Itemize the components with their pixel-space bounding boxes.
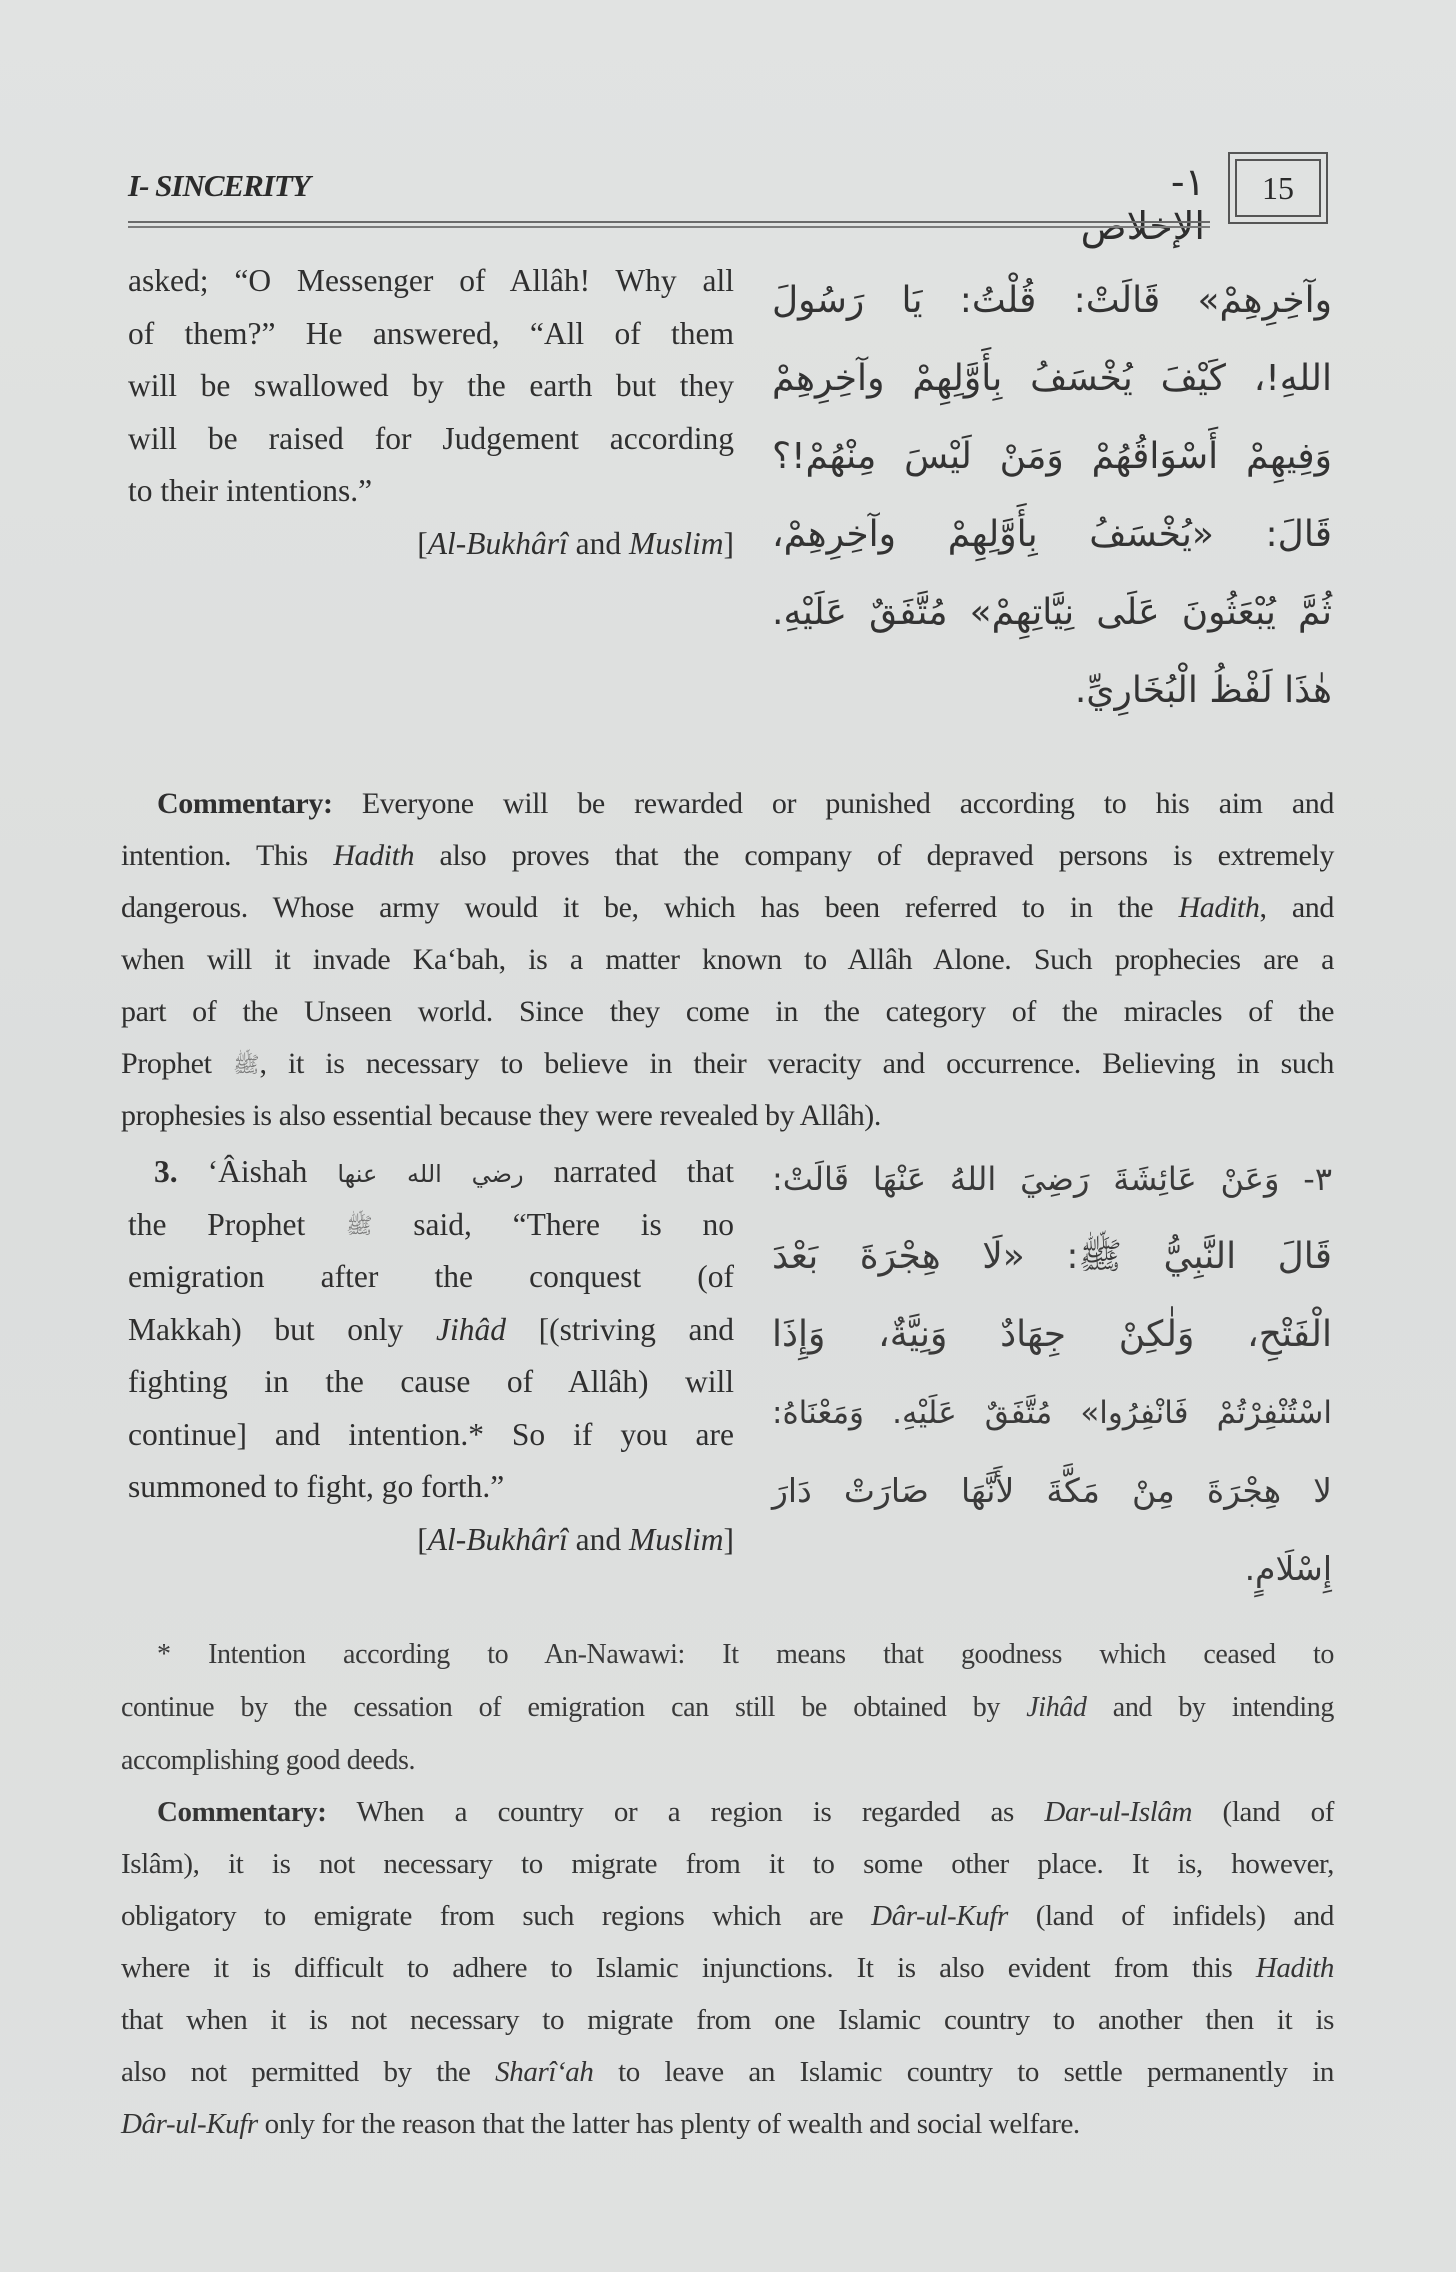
hadith-2-arabic: [772, 262, 1332, 730]
hadith-3-english-line: [128, 1199, 734, 1252]
hadith-3-english: [128, 1146, 734, 1566]
hadith-3-arabic-line: الْفَتْحِ، وَلٰكِنْ جِهَادٌ وَنِيَّةٌ، وَإِذَا: [772, 1314, 1332, 1355]
commentary-2: [121, 1786, 1334, 2150]
hadith-2-english-line: to their intentions.”: [128, 473, 373, 508]
hadith-2-arabic-line: ثُمَّ يُبْعَثُونَ عَلَى نِيَّاتِهِمْ» مُتَّفَقٌ عَلَيْهِ.: [772, 592, 1332, 633]
commentary-1-line: [121, 986, 1334, 1038]
hadith-2-arabic-line: وآخِرِهِمْ» قَالَتْ: قُلْتُ: يَا رَسُولَ: [772, 280, 1332, 321]
text-run: also proves that the company of depraved persons is extremely: [414, 839, 1334, 872]
text-run: and by intending: [1086, 1692, 1334, 1723]
hadith-3-english-line: [128, 1251, 734, 1304]
hadith-3-english-line: [128, 1356, 734, 1409]
hadith-2-arabic-line: هٰذَا لَفْظُ الْبُخَارِيِّ.: [1074, 670, 1332, 711]
text-run: Islâm), it is not necessary to migrate from it to some other place. It is, however,: [121, 1848, 1334, 1880]
text-run: only for the reason that the latter has plenty of wealth and social welfare.: [257, 2108, 1080, 2140]
hadith-3-arabic-line: إِسْلَامٍ.: [1244, 1549, 1332, 1588]
hadith-3-narrator-arabic: رضي الله عنها: [337, 1160, 524, 1188]
page-number-box: [1228, 152, 1328, 224]
citation-bracket-open: [: [417, 1521, 428, 1557]
commentary-2-line: [121, 1838, 1334, 1890]
hadith-2-english-line: will be swallowed by the earth but they: [128, 368, 734, 403]
text-run: said, “There is no: [372, 1206, 734, 1242]
italic-term: Hadith: [333, 839, 415, 872]
hadith-3-arabic-line: ٣- وَعَنْ عَائِشَةَ رَضِيَ اللهُ عَنْهَا قَالَتْ:: [772, 1160, 1332, 1198]
text-run: emigration after the conquest (of: [128, 1259, 734, 1294]
italic-term: Hadith: [1255, 1952, 1334, 1984]
text-run: dangerous. Whose army would it be, which has been referred to in the: [121, 891, 1179, 924]
commentary-1-line: [121, 934, 1334, 986]
hadith-3-arabic: [772, 1140, 1332, 1608]
hadith-3-english-line: [128, 1304, 734, 1357]
salutation-symbol-icon: ﷺ: [232, 1053, 260, 1079]
text-run: , it is necessary to believe in their veracity and occurrence. Believing in such: [259, 1047, 1334, 1080]
commentary-1-line: [121, 830, 1334, 882]
text-run: prophesies is also essential because they were revealed by Allâh).: [121, 1099, 881, 1132]
text-run: Prophet: [121, 1047, 233, 1080]
commentary-1-line: [121, 1038, 1334, 1090]
citation-source-bukhari: Al-Bukhârî: [427, 525, 568, 561]
italic-term: Dâr-ul-Kufr: [871, 1900, 1008, 1932]
text-run: when will it invade Ka‘bah, is a matter known to Allâh Alone. Such prophecies are a: [121, 943, 1334, 976]
chapter-title: I- SINCERITY: [128, 168, 310, 203]
page-number: 15: [1235, 159, 1321, 217]
footnote-line: [121, 1681, 1334, 1734]
text-run: also not permitted by the: [121, 2056, 496, 2088]
commentary-2-line: [121, 1786, 1334, 1838]
text-run: continue by the cessation of emigration can still be obtained by: [121, 1692, 1027, 1723]
hadith-3-narrator: ‘Âishah: [177, 1154, 338, 1189]
citation-joiner: and: [567, 525, 629, 561]
citation-bracket-close: ]: [723, 525, 734, 561]
hadith-3-line-0-rest: [524, 1154, 734, 1189]
commentary-2-line: [121, 2098, 1334, 2150]
text-run: (land of: [1192, 1796, 1334, 1828]
hadith-3-arabic-line: قَالَ النَّبِيُّ ﷺ: «لَا هِجْرَةَ بَعْدَ: [772, 1236, 1332, 1277]
hadith-2-english-line: of them?” He answered, “All of them: [128, 315, 734, 351]
citation-source-muslim: Muslim: [629, 525, 724, 561]
italic-term: Jihâd: [435, 1311, 506, 1347]
commentary-2-line: [121, 1890, 1334, 1942]
hadith-3-english-lines: [128, 1199, 734, 1514]
text-run: fighting in the cause of Allâh) will: [128, 1364, 734, 1399]
italic-term: Dar-ul-Islâm: [1044, 1796, 1193, 1828]
hadith-3-arabic-line: اسْتُنْفِرْتُمْ فَانْفِرُوا» مُتَّفَقٌ عَلَيْهِ. وَمَعْنَاهُ:: [772, 1395, 1332, 1431]
commentary-1-line: [121, 1090, 1334, 1142]
text-run: that when it is not necessary to migrate from one Islamic country to another then it is: [121, 2004, 1334, 2036]
hadith-2-arabic-line: اللهِ!، كَيْفَ يُخْسَفُ بِأَوَّلِهِمْ وآخِرِهِمْ: [772, 358, 1332, 399]
text-run: , and: [1259, 891, 1334, 924]
hadith-2-english-line: asked; “O Messenger of Allâh! Why all: [128, 263, 734, 298]
citation-bracket-close: ]: [723, 1521, 734, 1557]
text-run: where it is difficult to adhere to Islamic injunctions. It is also evident from this: [121, 1952, 1256, 1984]
italic-term: Jihâd: [1026, 1692, 1087, 1723]
hadith-3-arabic-line: لا هِجْرَةَ مِنْ مَكَّةَ لأَنَّهَا صَارَتْ دَارَ: [772, 1471, 1332, 1510]
hadith-2-arabic-line: قَالَ: «يُخْسَفُ بِأَوَّلِهِمْ وآخِرِهِمْ،: [772, 514, 1332, 555]
citation-source-bukhari: Al-Bukhârî: [427, 1521, 568, 1557]
text-run: Everyone will be rewarded or punished according to his aim and: [332, 787, 1334, 820]
commentary-2-line: [121, 1994, 1334, 2046]
hadith-3-english-line: [128, 1409, 734, 1462]
commentary-2-line: [121, 2046, 1334, 2098]
hadith-2-arabic-line: وَفِيهِمْ أَسْوَاقُهُمْ وَمَنْ لَيْسَ مِنْهُمْ!؟: [772, 436, 1332, 477]
hadith-2-english: [128, 255, 734, 570]
footnote-line: [121, 1628, 1334, 1681]
commentary-1-line: [121, 778, 1334, 830]
text-run: * Intention according to An-Nawawi: It means that goodness which ceased to: [157, 1639, 1334, 1670]
text-run: intention. This: [121, 839, 334, 872]
text-run: (land of infidels) and: [1007, 1900, 1334, 1932]
text-run: continue] and intention.* So if you are: [128, 1416, 734, 1452]
italic-term: Dâr-ul-Kufr: [121, 2108, 258, 2140]
chapter-title-arabic: ١- الإخلاص: [1080, 160, 1205, 248]
citation-source-muslim: Muslim: [629, 1521, 724, 1557]
commentary-label: Commentary:: [157, 787, 333, 820]
text-run: accomplishing good deeds.: [121, 1745, 416, 1776]
text-run: narrated that: [523, 1154, 734, 1189]
hadith-2-citation: [128, 518, 734, 571]
commentary-1: [121, 778, 1334, 1142]
salutation-symbol-icon: ﷺ: [345, 1214, 373, 1240]
hadith-3-english-line: [128, 1146, 734, 1199]
text-run: to leave an Islamic country to settle permanently in: [593, 2056, 1334, 2088]
text-run: When a country or a region is regarded as: [326, 1796, 1045, 1828]
citation-bracket-open: [: [417, 525, 428, 561]
commentary-label: Commentary:: [157, 1796, 327, 1828]
hadith-2-english-line: will be raised for Judgement according: [128, 420, 734, 456]
hadith-3-citation: [128, 1514, 734, 1567]
commentary-1-line: [121, 882, 1334, 934]
text-run: part of the Unseen world. Since they come in the category of the miracles of the: [121, 995, 1334, 1028]
italic-term: Hadith: [1178, 891, 1260, 924]
hadith-3-number: 3.: [154, 1154, 178, 1189]
text-run: obligatory to emigrate from such regions which are: [121, 1900, 872, 1932]
italic-term: Sharî‘ah: [495, 2056, 594, 2088]
header-double-rule: [128, 221, 1210, 228]
hadith-3-english-line: [128, 1461, 734, 1514]
footnote: [121, 1628, 1334, 1787]
commentary-2-line: [121, 1942, 1334, 1994]
citation-joiner: and: [567, 1521, 629, 1557]
text-run: [(striving and: [505, 1311, 734, 1347]
text-run: the Prophet: [128, 1206, 346, 1242]
text-run: summoned to fight, go forth.”: [128, 1469, 505, 1504]
footnote-line: [121, 1734, 1334, 1787]
text-run: Makkah) but only: [128, 1311, 436, 1347]
